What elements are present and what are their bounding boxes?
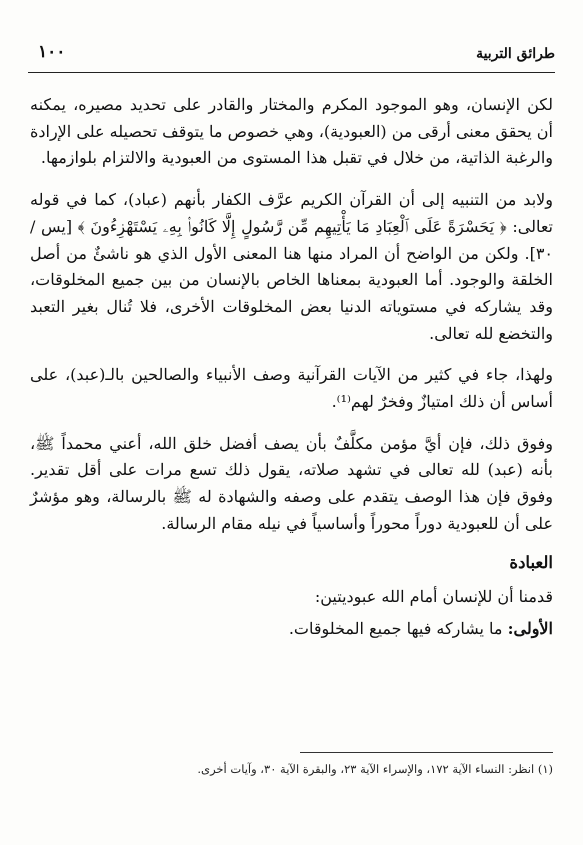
page-body <box>30 92 553 643</box>
section-intro: قدمنا أن للإنسان أمام الله عبوديتين: <box>314 586 553 606</box>
page-header <box>28 38 555 73</box>
paragraph-1: لكن الإنسان، وهو الموجود المكرم والمختار والقادر على تحديد مصيره، يمكنه أن يحقق معنى أرقى من (العبودية)، وهي خصوص ما يتوقف تحصيله على الإرادة والرغبة الذاتية، من خلال في تقبل هذا المستوى من العبودية والالتزام بلوازمها. <box>30 95 554 168</box>
first-item-text: ما يشاركه فيها جميع المخلوقات. <box>288 619 508 639</box>
paragraph-3: ولهذا، جاء في كثير من الآيات القرآنية وصف الأنبياء والصالحين بالـ(عبد)، على أساس أن ذلك امتيازٌ وفخرٌ لهم⁽¹⁾. <box>30 365 553 412</box>
first-item <box>30 616 553 643</box>
section-heading: العبادة <box>509 552 553 572</box>
paragraph-4: وفوق ذلك، فإن أيَّ مؤمن مكلَّفٌ بأن يصف أفضل خلق الله، أعني محمداً ﷺ، بأنه (عبد) لله تعالى في تشهد صلاته، يقول ذلك تسع مرات على أقل تقدير. وفوق فإن هذا الوصف يتقدم على وصفه والشهادة له ﷺ بالرسالة، وهو مؤشرٌ على أن للعبودية دوراً محوراً وأساسياً في نيله مقام الرسالة. <box>30 433 553 533</box>
paragraph-2: ولابد من التنبيه إلى أن القرآن الكريم عرَّف الكفار بأنهم (عباد)، كما في قوله تعالى: ﴿ يَحَسْرَةً عَلَى ٱلْعِبَادِ مَا يَأْتِيهِم مِّن رَّسُولٍ إِلَّا كَانُوا۟ بِهِۦ يَسْتَهْزِءُونَ ﴾ [يس / ٣٠]. ولكن من الواضح أن المراد منها هنا المعنى الأول الذي هو ناشئٌ من أصل الخلقة والوجود. أما العبودية بمعناها الخاص بالإنسان من بين جميع المخلوقات، وقد يشاركه في مستوياته الدنيا بعض المخلوقات الأخرى، فلا تُنال بغير التعبد والتخضع لله تعالى. <box>30 190 553 343</box>
running-title: طرائق التربية <box>476 46 555 62</box>
page-number: ١٠٠ <box>38 42 66 62</box>
first-item-lead: الأولى: <box>507 619 553 639</box>
footnote: (١) انظر: النساء الآية ١٧٢، والإسراء الآية ٢٣، والبقرة الآية ٣٠، وآيات أخرى. <box>197 762 553 776</box>
footnote-divider <box>300 752 553 753</box>
